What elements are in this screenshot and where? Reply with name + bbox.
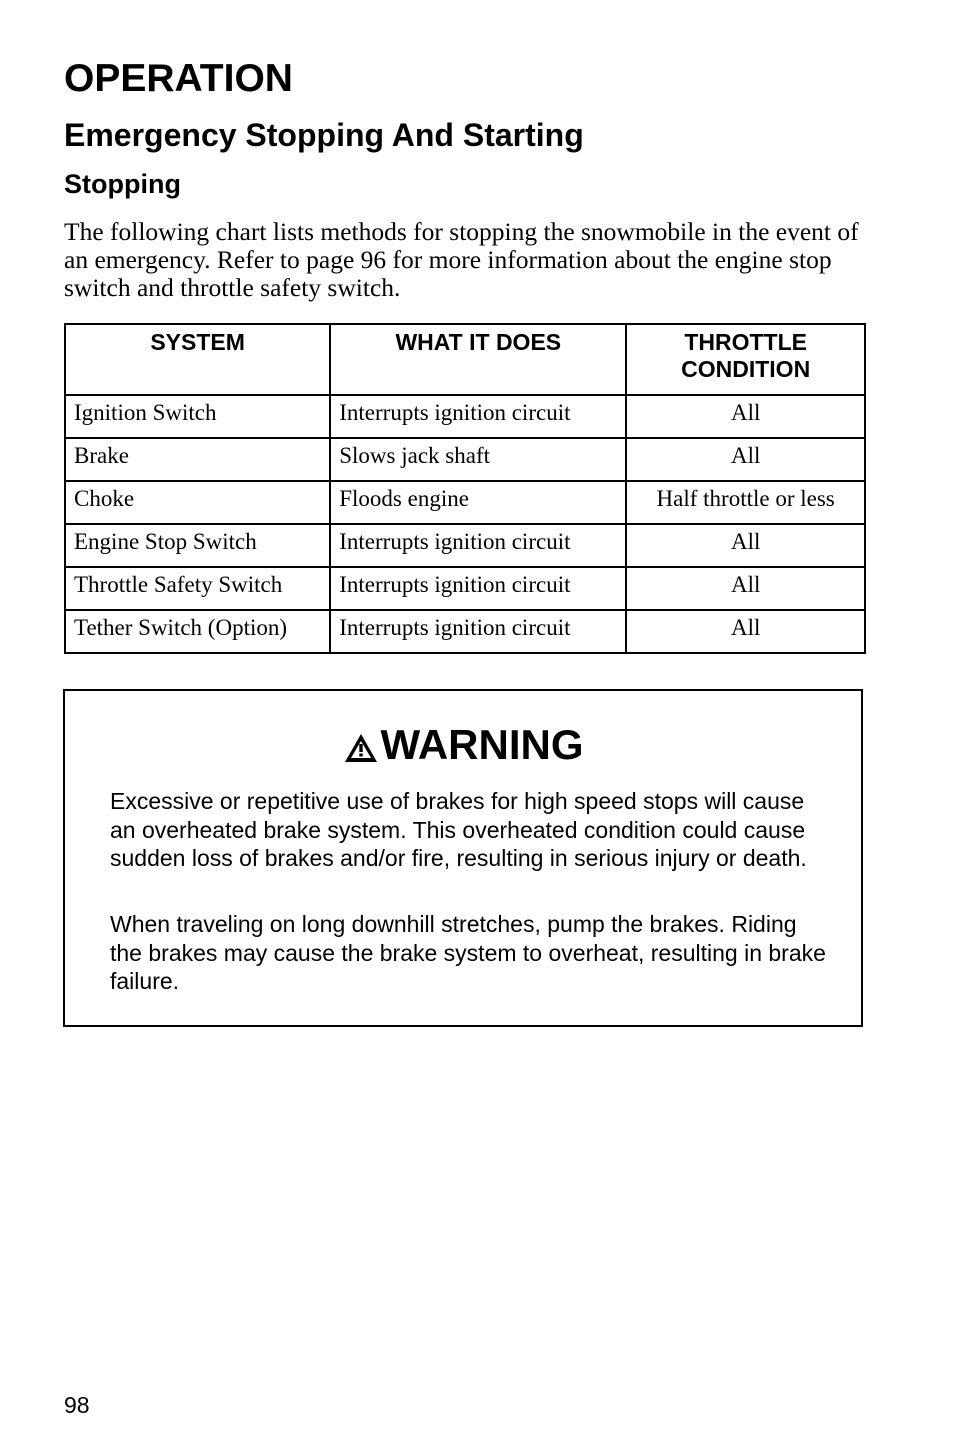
intro-paragraph: The following chart lists methods for stopping the snowmobile in the event of an emergency. Refer to page 96 for more information about the engine stop switch and throttle safety switch. [64, 217, 859, 302]
cell-throttle-condition: All [626, 438, 865, 481]
cell-what-it-does: Interrupts ignition circuit [330, 395, 626, 438]
warning-heading-text: WARNING [380, 721, 584, 768]
warning-paragraph: When traveling on long downhill stretches, pump the brakes. Riding the brakes may cause the brake system to overheat, resulting in brake failure. [110, 911, 826, 994]
warning-heading [65, 721, 861, 769]
cell-what-it-does: Floods engine [330, 481, 626, 524]
cell-system: Ignition Switch [65, 395, 330, 438]
cell-system: Throttle Safety Switch [65, 567, 330, 610]
header-system: SYSTEM [65, 324, 330, 395]
table-row [65, 481, 865, 524]
table-row [65, 438, 865, 481]
warning-paragraph: Excessive or repetitive use of brakes for high speed stops will cause an overheated brake system. This overheated condition could cause sudden loss of brakes and/or fire, resulting in serious injury or death. [110, 788, 807, 871]
cell-system: Tether Switch (Option) [65, 610, 330, 653]
header-throttle-condition: THROTTLE CONDITION [626, 324, 865, 395]
warning-box [63, 689, 863, 1027]
subsubsection-title: Stopping [64, 169, 181, 199]
page-number: 98 [64, 1392, 90, 1418]
table-row [65, 567, 865, 610]
warning-triangle-icon [343, 732, 379, 764]
cell-throttle-condition: All [626, 567, 865, 610]
cell-what-it-does: Slows jack shaft [330, 438, 626, 481]
cell-throttle-condition: All [626, 610, 865, 653]
cell-throttle-condition: All [626, 524, 865, 567]
cell-what-it-does: Interrupts ignition circuit [330, 524, 626, 567]
cell-throttle-condition: All [626, 395, 865, 438]
cell-throttle-condition: Half throttle or less [626, 481, 865, 524]
cell-what-it-does: Interrupts ignition circuit [330, 567, 626, 610]
subsection-title: Emergency Stopping And Starting [64, 117, 584, 153]
section-title: OPERATION [64, 57, 293, 100]
cell-what-it-does: Interrupts ignition circuit [330, 610, 626, 653]
header-what-it-does: WHAT IT DOES [330, 324, 626, 395]
table-row [65, 524, 865, 567]
cell-system: Choke [65, 481, 330, 524]
table-header-row [65, 324, 865, 395]
stopping-methods-table [64, 323, 866, 654]
table-row [65, 610, 865, 653]
table-row [65, 395, 865, 438]
cell-system: Engine Stop Switch [65, 524, 330, 567]
cell-system: Brake [65, 438, 330, 481]
